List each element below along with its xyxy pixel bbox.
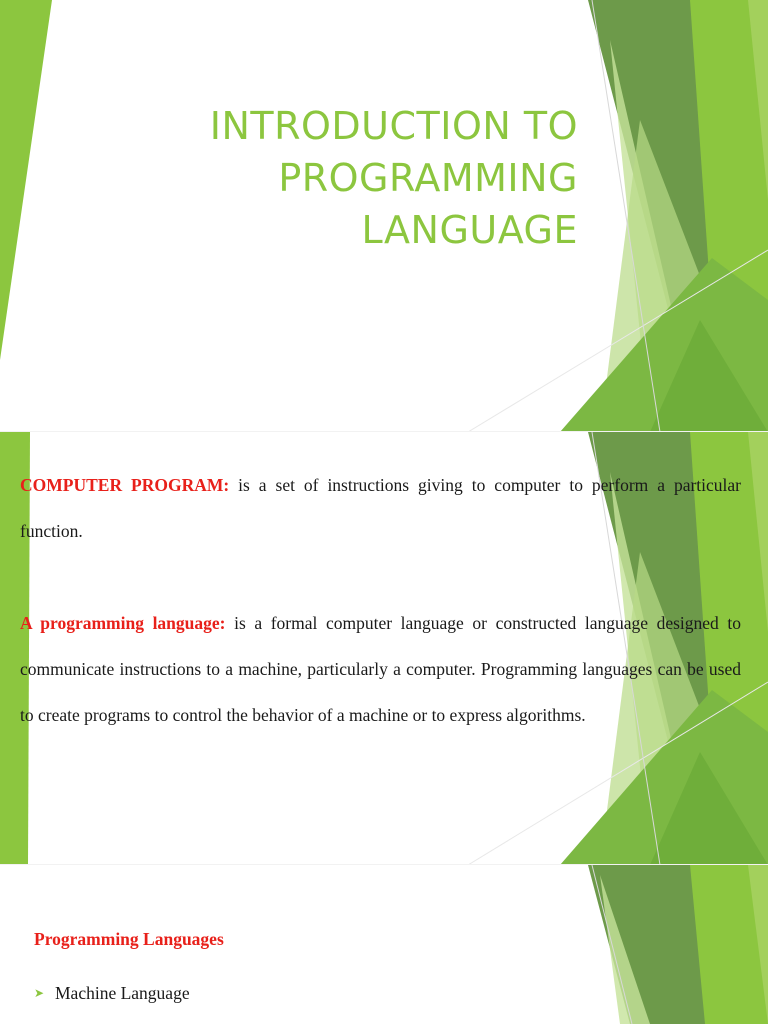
definition-programming-language xyxy=(20,600,741,738)
list-item xyxy=(34,983,190,1004)
definition-text: is a formal computer language or constructed language designed to communicate instructions to a machine, particularly a computer. Programming languages can be used to create programs to control the behavior of a machine or to express algorithms. xyxy=(20,613,742,725)
slide-title xyxy=(0,0,768,432)
slide-definitions xyxy=(0,432,768,865)
list-item-label: Machine Language xyxy=(55,983,190,1003)
arrow-bullet-icon: ➤ xyxy=(34,986,45,1000)
languages-list xyxy=(34,983,190,1004)
term-computer-program: COMPUTER PROGRAM: xyxy=(20,475,230,495)
term-programming-language: A programming language: xyxy=(20,613,226,633)
slide-title-text xyxy=(58,100,578,256)
languages-heading: Programming Languages xyxy=(34,929,224,949)
definition-computer-program xyxy=(20,462,741,554)
title-line-2: PROGRAMMING xyxy=(278,156,578,200)
title-line-1: INTRODUCTION TO xyxy=(209,104,578,148)
definition-text: is a set of instructions giving to computer to perform a particular function. xyxy=(20,475,741,541)
slide-languages xyxy=(0,865,768,1024)
title-line-3: LANGUAGE xyxy=(361,208,578,252)
